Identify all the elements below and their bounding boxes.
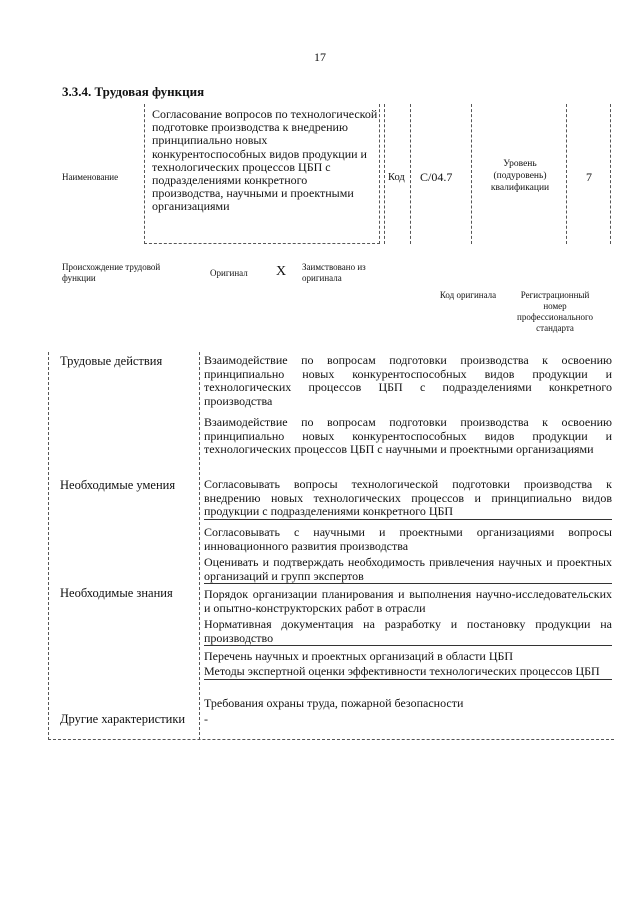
labor-actions-label: Трудовые действия	[60, 354, 163, 368]
origin-label: Происхождение трудовой функции	[62, 262, 161, 283]
skill-1: Согласовывать вопросы технологической подготовки производства к внедрению новых технологических процессов и принципиально видов продукции с подразделениями конкретного ЦБП	[204, 477, 612, 518]
level-label: Уровень (подуровень) квалификации	[490, 159, 550, 193]
knowledge-2: Нормативная документация на разработку и постановку продукции на производство	[204, 617, 612, 645]
section-heading: 3.3.4. Трудовая функция	[62, 84, 205, 99]
original-mark: X	[276, 264, 287, 279]
skill-2: Согласовывать с научными и проектными организациями вопросы инновационного развития производства	[204, 525, 612, 553]
name-label: Наименование	[62, 172, 119, 182]
borrowed-label: Заимствовано из оригинала	[302, 262, 366, 283]
level-value: 7	[586, 170, 592, 184]
code-value: С/04.7	[420, 170, 453, 184]
page-number: 17	[314, 50, 326, 64]
labor-action-1: Взаимодействие по вопросам подготовки производства к освоению принципиально новых конкурентоспособных видов продукции и технологических процессов ЦБП с подразделениями конкретного производства	[204, 353, 612, 408]
knowledge-label: Необходимые знания	[60, 586, 173, 600]
code-original-label: Код оригинала	[439, 290, 497, 300]
labor-action-2: Взаимодействие по вопросам подготовки производства к освоению принципиально новых конкурентоспособных видов продукции и технологических процессов ЦБП с научными и проектными организациями	[204, 415, 612, 456]
reg-number-label: Регистрационный номер профессионального стандарта	[517, 290, 593, 333]
knowledge-4: Методы экспертной оценки эффективности технологических процессов ЦБП	[204, 665, 612, 680]
other-label: Другие характеристики	[60, 712, 186, 726]
function-name: Согласование вопросов по технологической подготовке производства к внедрению принципиально новых конкурентоспособных видов продукции и технологических процессов ЦБП с подразделениями конкретного производства, научными и проектными организациями	[152, 107, 378, 214]
knowledge-1: Порядок организации планирования и выполнения научно-исследовательских и опытно-конструкторских работ в отрасли	[204, 587, 612, 615]
knowledge-3: Перечень научных и проектных организаций в области ЦБП	[204, 649, 514, 663]
other-value: -	[204, 712, 208, 726]
skills-label: Необходимые умения	[60, 478, 176, 492]
original-label: Оригинал	[210, 268, 248, 278]
knowledge-5: Требования охраны труда, пожарной безопасности	[204, 696, 464, 710]
code-label: Код	[388, 172, 405, 183]
skill-3: Оценивать и подтверждать необходимость привлечения научных и проектных организаций и групп экспертов	[204, 555, 612, 583]
table-divider	[199, 352, 200, 740]
